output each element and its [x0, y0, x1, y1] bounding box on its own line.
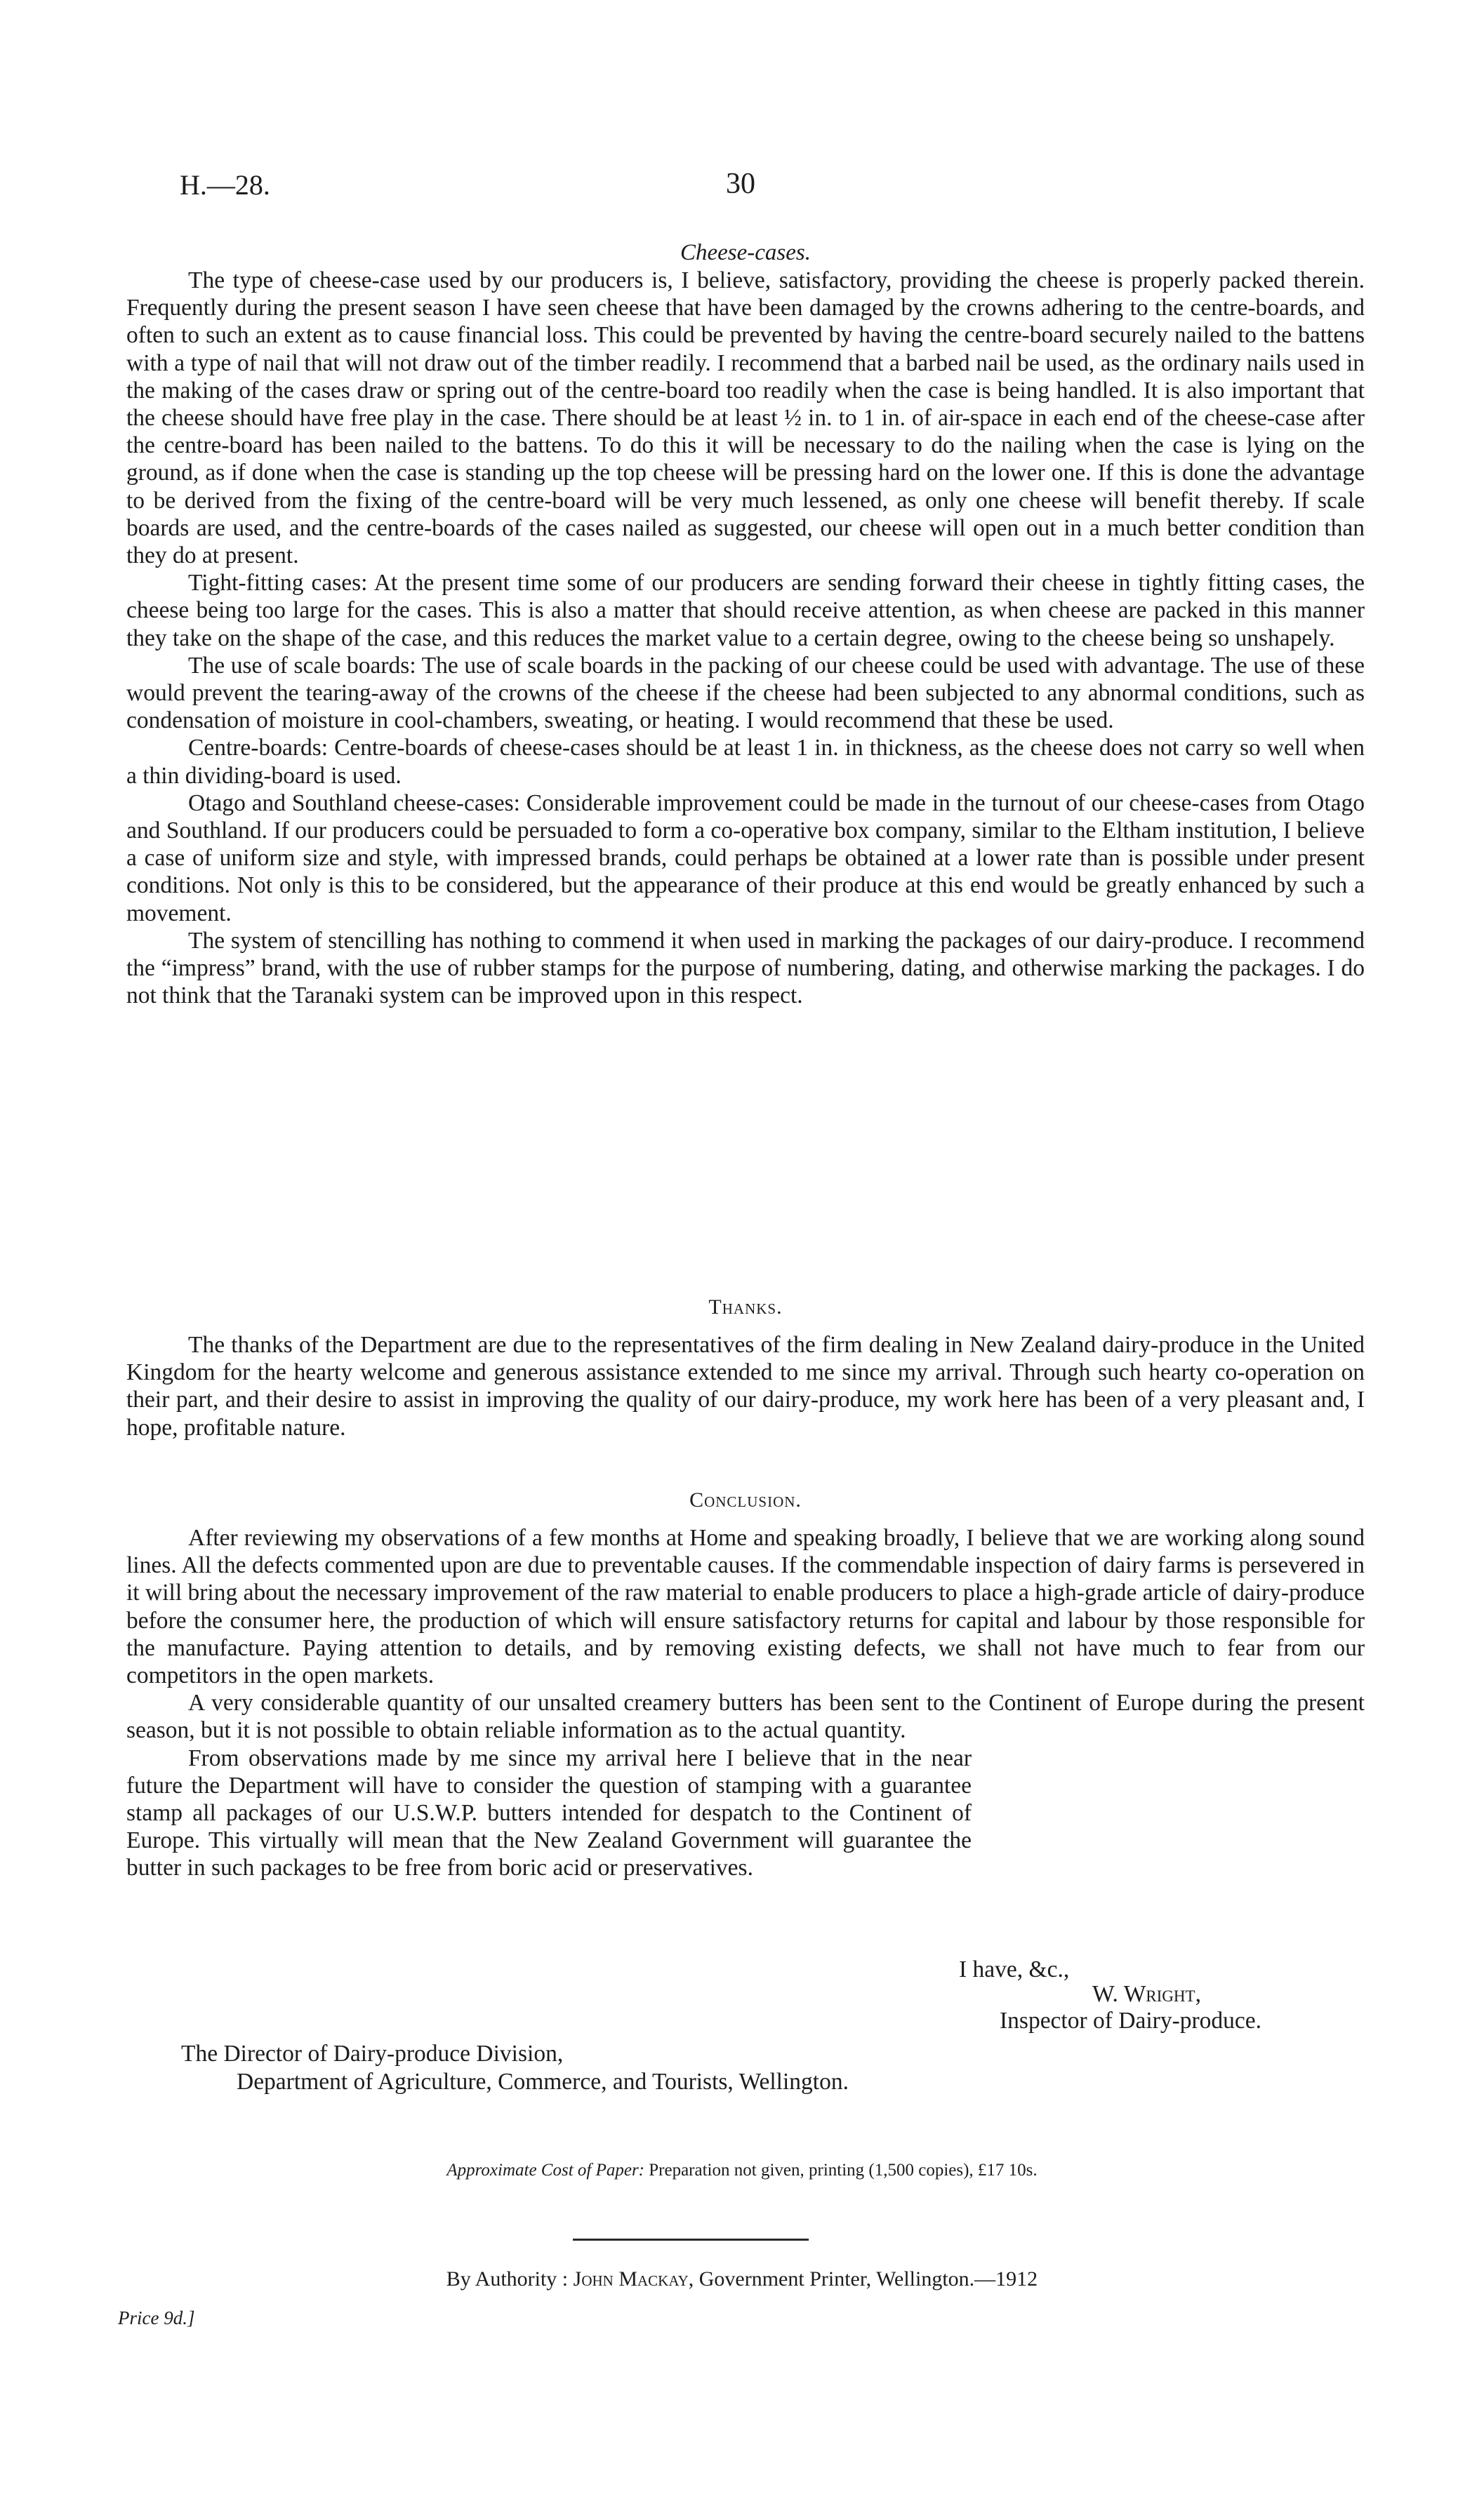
paragraph: A very considerable quantity of our unsalted creamery butters has been sent to the Continent of Europe during the present season, but it is not possible to obtain reliable information as to the actual quantity. — [126, 1690, 1365, 1744]
paragraph: The use of scale boards: The use of scale boards in the packing of our cheese could be used with advantage. The use of these would prevent the tearing-away of the crowns of the cheese if the cheese had been subjected to any abnormal conditions, such as condensation of moisture in cool-chambers, sweating, or heating. I would recommend that these be used. — [126, 652, 1365, 734]
section-heading-thanks: Thanks. — [708, 1295, 783, 1319]
cost-text: Preparation not given, printing (1,500 copies), £17 10s. — [649, 2161, 1038, 2180]
authority-prefix: By Authority : — [446, 2267, 569, 2291]
signature-title: Inspector of Dairy-produce. — [1000, 2008, 1261, 2034]
section-heading-conclusion: Conclusion. — [689, 1488, 802, 1512]
addressee-line-1: The Director of Dairy-produce Division, — [181, 2041, 564, 2067]
paragraph: Tight-fitting cases: At the present time some of our producers are sending forward their cheese in tightly fitting cases, the cheese being too large for the cases. This is also a matter that should receive attention, as when cheese are packed in this manner they take on the shape of the case, and this reduces the market value to a certain degree, owing to the cheese being so unshapely. — [126, 570, 1365, 651]
document-reference: H.—28. — [180, 169, 270, 201]
signature-name: W. Wright, — [1092, 1981, 1201, 2007]
paragraph: Otago and Southland cheese-cases: Considerable improvement could be made in the turnout of our cheese-cases from Otago and Southland. If our producers could be persuaded to form a co-operative box company, similar to the Eltham institution, I believe a case of uniform size and style, with impressed brands, could perhaps be obtained at a lower rate than is possible under present conditions. Not only is this to be considered, but the appearance of their produce at this end would be greatly enhanced by such a movement. — [126, 789, 1365, 926]
authority-suffix: Government Printer, Wellington.—1912 — [698, 2267, 1038, 2291]
section-cheese-cases — [126, 239, 1365, 1009]
paragraph: The type of cheese-case used by our producers is, I believe, satisfactory, providing the cheese is properly packed therein. Frequently during the present season I have seen cheese that have been damaged by the crowns adhering to the centre-boards, and often to such an extent as to cause financial loss. This could be prevented by having the centre-board securely nailed to the battens with a type of nail that will not draw out of the timber readily. I recommend that a barbed nail be used, as the ordinary nails used in the making of the cases draw or spring out of the centre-board too readily when the case is being handled. It is also important that the cheese should have free play in the case. There should be at least ½ in. to 1 in. of air-space in each end of the cheese-case after the centre-board has been nailed to the battens. To do this it will be necessary to do the nailing when the case is lying on the ground, as if done when the case is standing up the top cheese will be pressing hard on the lower one. If this is done the advantage to be derived from the fixing of the centre-board will be very much lessened, as only one cheese will benefit thereby. If scale boards are used, and the centre-boards of the cases nailed as suggested, our cheese will open out in a much better condition than they do at present. — [126, 267, 1365, 569]
section-thanks — [126, 1293, 1365, 1441]
signature-closing: I have, &c., — [959, 1956, 1070, 1982]
paragraph: The thanks of the Department are due to the representatives of the firm dealing in New Zealand dairy-produce in the United Kingdom for the hearty welcome and generous assistance extended to me since my arrival. Through such hearty co-operation on their part, and their desire to assist in improving the quality of our dairy-produce, my work here has been of a very pleasant and, I hope, profitable nature. — [126, 1332, 1365, 1441]
paragraph: Centre-boards: Centre-boards of cheese-cases should be at least 1 in. in thickness, as the cheese does not carry so well when a thin dividing-board is used. — [126, 735, 1365, 789]
cost-of-paper — [0, 2161, 1484, 2180]
paragraph: From observations made by me since my arrival here I believe that in the near future the Department will have to consider the question of stamping with a guarantee stamp all packages of our U.S.W.P. butters intended for despatch to the Continent of Europe. This virtually will mean that the New Zealand Government will guarantee the butter in such packages to be free from boric acid or preservatives. — [126, 1745, 972, 1881]
section-conclusion — [126, 1486, 1365, 1882]
section-heading-cheese-cases: Cheese-cases. — [680, 240, 811, 265]
price-note: Price 9d.] — [118, 2307, 195, 2328]
footer-divider — [573, 2239, 809, 2241]
paragraph: The system of stencilling has nothing to commend it when used in marking the packages of our dairy-produce. I recommend the “impress” brand, with the use of rubber stamps for the purpose of numbering, dating, and otherwise marking the packages. I do not think that the Taranaki system can be improved upon in this respect. — [126, 927, 1365, 1009]
printing-authority — [0, 2267, 1484, 2291]
page-number: 30 — [726, 168, 755, 200]
cost-label: Approximate Cost of Paper: — [446, 2161, 645, 2180]
printer-name: John Mackay, — [573, 2267, 694, 2291]
addressee-line-2: Department of Agriculture, Commerce, and Tourists, Wellington. — [237, 2069, 849, 2095]
paragraph: After reviewing my observations of a few months at Home and speaking broadly, I believe that we are working along sound lines. All the defects commented upon are due to preventable causes. If the commendable inspection of dairy farms is persevered in it will bring about the necessary improvement of the raw material to enable producers to place a high-grade article of dairy-produce before the consumer here, the production of which will ensure satisfactory returns for capital and labour by those responsible for the manufacture. Paying attention to details, and by removing existing defects, we shall not have much to fear from our competitors in the open markets. — [126, 1525, 1365, 1689]
